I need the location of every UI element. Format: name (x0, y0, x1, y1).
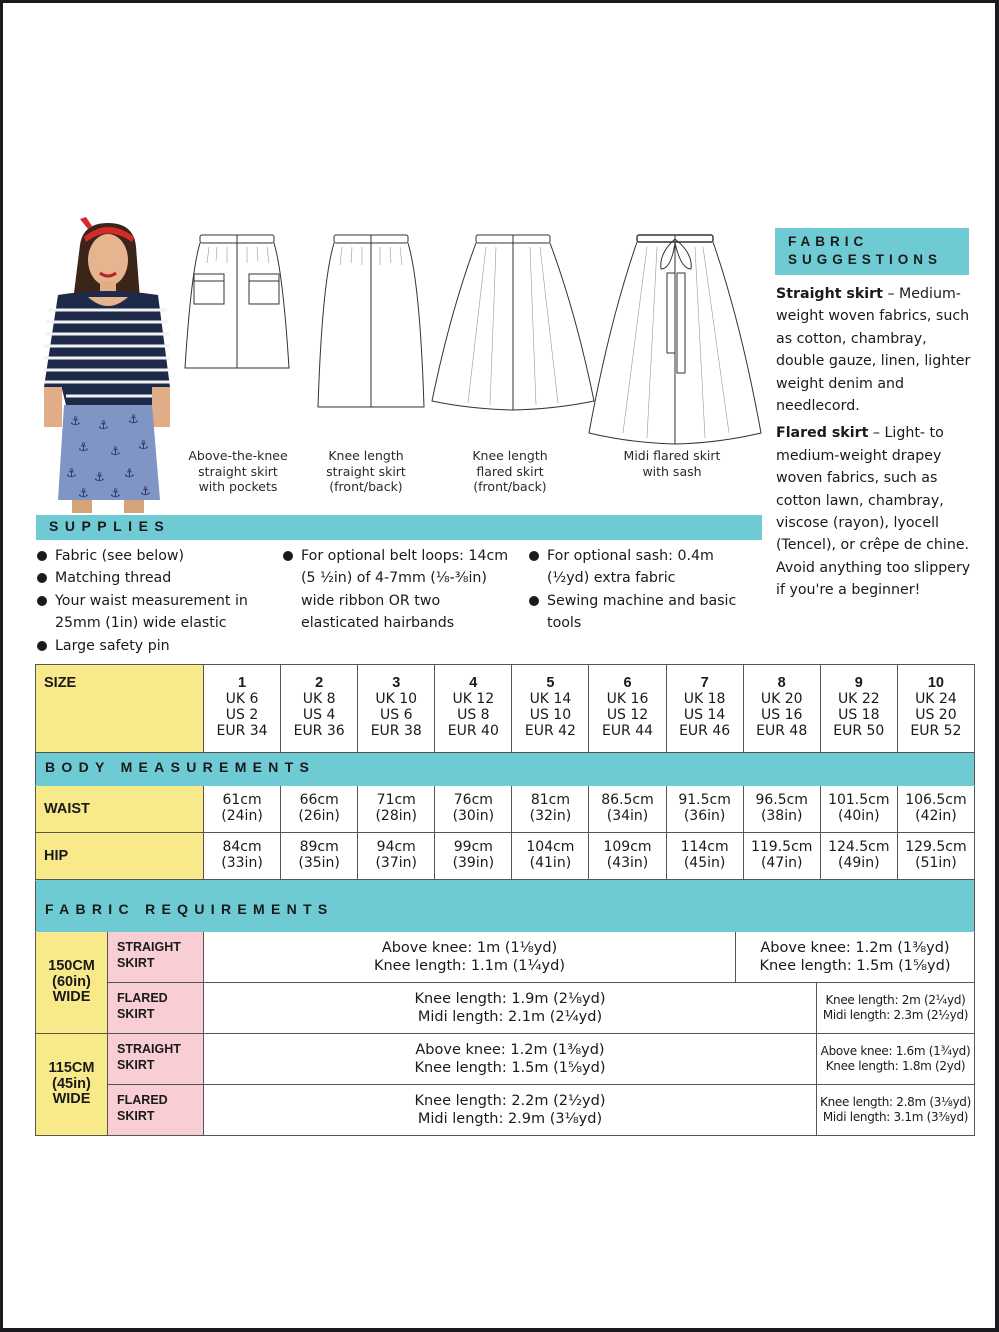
skirt-type-label: STRAIGHT (117, 1042, 181, 1056)
fabric-width-label: (45in) (52, 1075, 91, 1092)
svg-text:⚓: ⚓ (94, 470, 105, 484)
skirt-type-label: FLARED (117, 991, 168, 1005)
caption-line: with sash (642, 463, 702, 479)
skirt-type-cell (108, 1034, 204, 1085)
fabric-row (36, 1085, 975, 1136)
skirt-type-cell (108, 1085, 204, 1136)
fabric-requirements-table (35, 880, 975, 1136)
supply-item: Matching thread (37, 567, 262, 589)
fabric-amount-line: Knee length: 2m (2¼yd) (825, 992, 966, 1007)
skirt-type-label: FLARED (117, 1093, 168, 1107)
measurement-in: (33in) (221, 855, 263, 871)
fabric-requirements-band (36, 881, 975, 932)
fabric-amount-line: Above knee: 1.6m (1¾yd) (820, 1043, 971, 1058)
measurement-cell (281, 833, 358, 880)
measurement-cell (897, 833, 974, 880)
straight-text: – Medium-weight woven fabrics, such as cotton, chambray, double gauze, linen, lighter weight denim and needlecord. (776, 286, 971, 415)
size-us: US 6 (379, 707, 413, 723)
size-uk: UK 12 (452, 691, 495, 707)
measurement-cm: 96.5cm (755, 792, 808, 808)
caption-line: with pockets (198, 479, 278, 494)
fabric-width-label: 150CM (48, 958, 95, 975)
measurement-cm: 99cm (453, 839, 493, 855)
fabric-amount-line: Above knee: 1.2m (1⅜yd) (760, 940, 950, 956)
measurement-cm: 91.5cm (678, 792, 731, 808)
flat-knee-straight-skirt (316, 233, 426, 494)
measurement-in: (39in) (452, 855, 495, 871)
fabric-amount-line: Knee length: 1.9m (2⅛yd) (414, 991, 606, 1007)
supplies-list-3 (529, 545, 749, 635)
skirt-type-label: SKIRT (117, 1006, 155, 1021)
fabric-suggestions-header (775, 228, 969, 275)
size-num: 7 (700, 675, 709, 691)
flat-caption (452, 448, 568, 495)
size-us: US 20 (915, 707, 957, 723)
measurement-in: (49in) (838, 855, 880, 871)
size-num: 5 (546, 675, 555, 691)
supply-item: Fabric (see below) (37, 545, 262, 567)
measurement-in: (30in) (452, 808, 495, 824)
size-num: 1 (238, 675, 247, 691)
measurement-cm: 109cm (603, 839, 652, 855)
fabric-amount-line: Knee length: 1.5m (1⅝yd) (414, 1060, 606, 1076)
flat-midi-flared-skirt-sash (587, 233, 763, 479)
measurement-in: (40in) (838, 808, 880, 824)
fabric-amount-line: Knee length: 2.2m (2½yd) (414, 1093, 606, 1109)
measurement-in: (41in) (529, 855, 572, 871)
body-measurements-band (36, 753, 975, 786)
body-measurements-title: BODY MEASUREMENTS (36, 753, 975, 786)
size-cell (435, 665, 512, 753)
size-uk: UK 10 (375, 691, 418, 707)
svg-text:⚓: ⚓ (70, 414, 81, 428)
fabric-suggestions-title: SUGGESTIONS (788, 252, 943, 267)
measurement-cm: 101.5cm (828, 792, 890, 808)
caption-line: straight skirt (198, 463, 278, 479)
measurement-cell (204, 786, 281, 833)
measurement-in: (28in) (375, 808, 417, 824)
measurement-in: (32in) (529, 808, 572, 824)
fabric-width-label: WIDE (52, 1091, 91, 1108)
measurement-in: (34in) (606, 808, 649, 824)
caption-line: Knee length (472, 448, 548, 463)
flared-label: Flared skirt (776, 425, 869, 442)
size-eur: EUR 46 (679, 723, 731, 739)
measurement-cm: 114cm (680, 839, 729, 855)
measurement-cell (358, 833, 435, 880)
caption-line: (front/back) (329, 479, 403, 494)
measurement-in: (36in) (683, 808, 726, 824)
measurement-in: (26in) (298, 808, 340, 824)
fabric-amount-larger-sizes (736, 932, 975, 983)
size-eur: EUR 42 (524, 723, 576, 739)
measurement-in: (35in) (298, 855, 340, 871)
size-cell (820, 665, 897, 753)
flat-above-knee-straight-skirt (183, 233, 293, 494)
measurement-in: (45in) (683, 855, 726, 871)
size-eur: EUR 36 (293, 723, 345, 739)
supply-item: For optional sash: 0.4m (½yd) extra fabric (529, 545, 749, 590)
size-us: US 18 (838, 707, 880, 723)
size-us: US 4 (302, 707, 336, 723)
size-eur: EUR 40 (447, 723, 499, 739)
size-uk: UK 24 (915, 691, 957, 707)
fabric-width-cell (36, 1034, 108, 1136)
measurement-cell (666, 833, 743, 880)
measurement-cell (897, 786, 974, 833)
fabric-requirements-title: FABRIC REQUIREMENTS (36, 881, 975, 932)
fabric-amount-line: Above knee: 1.2m (1⅜yd) (415, 1042, 605, 1058)
caption-line: Knee length (328, 448, 404, 463)
fabric-amount-sizes-1-to-8 (204, 1085, 817, 1136)
measurement-cell (435, 833, 512, 880)
supplies-list-2 (283, 545, 513, 635)
supply-item: Sewing machine and basic tools (529, 590, 749, 635)
size-uk: UK 16 (606, 691, 649, 707)
size-eur: EUR 34 (216, 723, 268, 739)
svg-text:⚓: ⚓ (140, 484, 151, 498)
fabric-width-label: (60in) (52, 973, 91, 990)
size-us: US 12 (606, 707, 649, 723)
fabric-amount-line: Midi length: 2.9m (3⅛yd) (417, 1111, 603, 1127)
fabric-row (36, 1034, 975, 1085)
measurement-label: WAIST (36, 786, 204, 833)
size-us: US 2 (225, 707, 259, 723)
measurement-cell (281, 786, 358, 833)
caption-line: straight skirt (326, 463, 406, 479)
flat-caption (180, 448, 296, 495)
measurement-cm: 86.5cm (601, 792, 654, 808)
svg-text:⚓: ⚓ (98, 418, 109, 432)
caption-line: flared skirt (476, 463, 544, 479)
caption-line: Above-the-knee (188, 448, 288, 463)
size-cell (897, 665, 974, 753)
measurement-cm: 94cm (376, 839, 416, 855)
measurement-in: (47in) (760, 855, 803, 871)
size-num: 8 (777, 675, 786, 691)
size-cell (204, 665, 281, 753)
fabric-amount-line: Midi length: 3.1m (3⅜yd) (822, 1110, 969, 1124)
size-eur: EUR 44 (601, 723, 654, 739)
measurement-cm: 81cm (530, 792, 570, 808)
supply-item: For optional belt loops: 14cm (5 ½in) of 4-7mm (⅛-⅜in) wide ribbon OR two elasticated hairbands (283, 545, 513, 635)
size-cell (589, 665, 666, 753)
measurement-cm: 71cm (376, 792, 416, 808)
skirt-type-cell (108, 932, 204, 983)
size-label: SIZE (36, 665, 204, 753)
measurement-cell (820, 786, 897, 833)
flared-skirt-suggestion (776, 422, 976, 601)
measurement-cell (589, 833, 666, 880)
fabric-width-label: WIDE (52, 989, 91, 1006)
size-eur: EUR 52 (910, 723, 962, 739)
fabric-amount-larger-sizes (817, 1034, 975, 1085)
measurement-row (36, 786, 975, 833)
size-num: 4 (469, 675, 478, 691)
caption-line: (front/back) (473, 479, 547, 494)
svg-text:⚓: ⚓ (110, 444, 121, 458)
fabric-amount-sizes-1-to-8 (204, 1034, 817, 1085)
caption-line: Midi flared skirt (623, 448, 721, 463)
skirt-type-label: SKIRT (117, 955, 155, 970)
fabric-row (36, 932, 975, 983)
fabric-amount-larger-sizes (817, 1085, 975, 1136)
measurement-cm: 106.5cm (905, 792, 967, 808)
size-eur: EUR 50 (833, 723, 885, 739)
fabric-row (36, 983, 975, 1034)
size-cell (281, 665, 358, 753)
measurement-cm: 129.5cm (905, 839, 967, 855)
measurement-cell (666, 786, 743, 833)
measurement-in: (51in) (915, 855, 957, 871)
size-num: 6 (623, 675, 632, 691)
fabric-suggestions-body (776, 283, 976, 607)
svg-text:⚓: ⚓ (66, 466, 77, 480)
supplies-header: SUPPLIES (36, 515, 762, 540)
size-uk: UK 6 (225, 691, 259, 707)
measurement-cm: 66cm (299, 792, 339, 808)
supply-item: Large safety pin (37, 635, 262, 657)
size-num: 9 (854, 675, 863, 691)
svg-text:⚓: ⚓ (128, 412, 139, 426)
size-uk: UK 8 (302, 691, 336, 707)
flat-caption (614, 448, 730, 479)
fabric-amount-line: Knee length: 1.8m (2yd) (825, 1059, 966, 1073)
fabric-width-cell (36, 932, 108, 1034)
measurement-cm: 84cm (222, 839, 262, 855)
straight-skirt-suggestion (776, 283, 976, 417)
skirt-type-label: STRAIGHT (117, 940, 181, 954)
fabric-amount-larger-sizes (817, 983, 975, 1034)
size-uk: UK 22 (837, 691, 880, 707)
straight-label: Straight skirt (776, 286, 883, 302)
measurement-cm: 104cm (526, 839, 575, 855)
measurement-label: HIP (36, 833, 204, 880)
measurement-cm: 61cm (222, 792, 262, 808)
fabric-amount-line: Midi length: 2.3m (2½yd) (822, 1008, 969, 1022)
measurement-row (36, 833, 975, 880)
size-us: US 16 (761, 707, 803, 723)
measurement-cell (435, 786, 512, 833)
size-num: 10 (927, 675, 944, 691)
fabric-amount-line: Knee length: 1.5m (1⅝yd) (759, 958, 951, 974)
measurement-cell (743, 786, 820, 833)
supplies-list-1 (37, 545, 262, 657)
flared-text: – Light- to medium-weight drapey woven fabrics, such as cotton lawn, chambray, viscose (rayon), lyocell (Tencel), or crêpe de chine. Avoid anything too slippery if you're a beginner! (776, 425, 971, 599)
measurement-cm: 119.5cm (750, 839, 813, 855)
svg-text:⚓: ⚓ (78, 440, 89, 454)
skirt-type-label: SKIRT (117, 1057, 155, 1072)
measurement-in: (37in) (375, 855, 417, 871)
svg-text:⚓: ⚓ (138, 438, 149, 452)
measurement-cell (743, 833, 820, 880)
fabric-amount-line: Knee length: 2.8m (3⅛yd) (820, 1094, 971, 1109)
size-chart-table (35, 664, 975, 880)
flat-caption (308, 448, 424, 495)
size-cell (666, 665, 743, 753)
measurement-in: (24in) (221, 808, 263, 824)
fabric-amount-line: Knee length: 1.1m (1¼yd) (373, 958, 566, 974)
measurement-cell (820, 833, 897, 880)
model-photo (38, 215, 176, 513)
size-us: US 10 (529, 707, 572, 723)
skirt-type-cell (108, 983, 204, 1034)
flat-knee-flared-skirt (430, 233, 596, 494)
size-cell (358, 665, 435, 753)
measurement-in: (43in) (606, 855, 649, 871)
size-num: 2 (315, 675, 324, 691)
measurement-cm: 89cm (299, 839, 339, 855)
measurement-cell (512, 786, 589, 833)
measurement-cell (358, 786, 435, 833)
size-row (36, 665, 975, 753)
size-eur: EUR 48 (756, 723, 808, 739)
svg-text:⚓: ⚓ (78, 486, 89, 500)
size-uk: UK 20 (760, 691, 803, 707)
measurement-cm: 76cm (453, 792, 493, 808)
measurement-in: (42in) (915, 808, 957, 824)
measurement-in: (38in) (760, 808, 803, 824)
fabric-width-label: 115CM (48, 1060, 95, 1077)
size-us: US 14 (683, 707, 726, 723)
measurement-cell (204, 833, 281, 880)
fabric-amount-line: Midi length: 2.1m (2¼yd) (417, 1009, 603, 1025)
size-cell (512, 665, 589, 753)
size-uk: UK 14 (529, 691, 572, 707)
size-num: 3 (392, 675, 401, 691)
measurement-cell (589, 786, 666, 833)
supply-item: Your waist measurement in 25mm (1in) wide elastic (37, 590, 262, 635)
svg-text:⚓: ⚓ (124, 466, 135, 480)
fabric-amount-line: Above knee: 1m (1⅛yd) (381, 940, 558, 956)
measurement-cell (512, 833, 589, 880)
size-us: US 8 (457, 707, 490, 723)
fabric-suggestions-title: FABRIC (788, 234, 869, 249)
fabric-amount-sizes-1-to-8 (204, 983, 817, 1034)
skirt-type-label: SKIRT (117, 1108, 155, 1123)
size-uk: UK 18 (683, 691, 726, 707)
size-cell (743, 665, 820, 753)
size-eur: EUR 38 (370, 723, 422, 739)
svg-text:⚓: ⚓ (110, 486, 121, 500)
fabric-amount-sizes-1-to-7 (204, 932, 736, 983)
measurement-cm: 124.5cm (828, 839, 890, 855)
